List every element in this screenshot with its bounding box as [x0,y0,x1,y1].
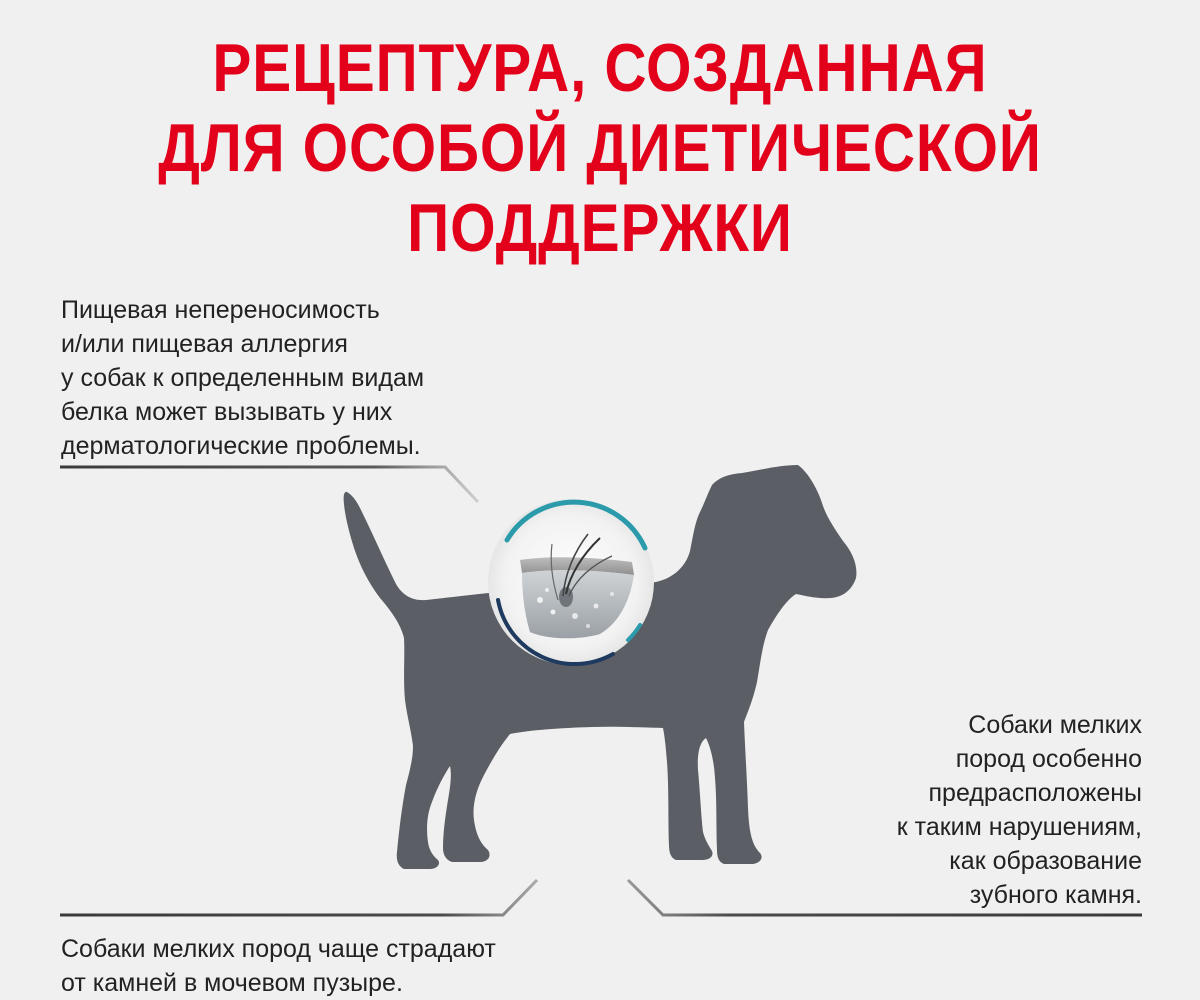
skin-callout-text [61,293,424,463]
headline-line-3: ПОДДЕРЖКИ [407,190,793,266]
headline-line-1: РЕЦЕПТУРА, СОЗДАННАЯ [212,30,988,106]
teeth-callout-line-4: к таким нарушениям, [896,813,1142,841]
bladder-callout-text [61,932,496,1000]
teeth-callout-line-6: зубного камня. [969,881,1142,909]
teeth-callout-line-5: как образование [949,847,1142,875]
teeth-callout-text [897,708,1142,912]
headline-line-2: ДЛЯ ОСОБОЙ ДИЕТИЧЕСКОЙ [158,110,1042,186]
skin-callout-line-4: белка может вызывать у них [61,398,393,426]
teeth-callout-line-2: пород особенно [955,745,1142,773]
teeth-callout-line-1: Собаки мелких [968,711,1142,739]
skin-callout-line-1: Пищевая непереносимость [61,296,380,324]
skin-callout-line-2: и/или пищевая аллергия [61,330,348,358]
teeth-callout-line-3: предрасположены [928,779,1142,807]
bladder-callout-line-2: от камней в мочевом пузыре. [61,969,403,997]
skin-callout-line-5: дерматологические проблемы. [61,432,421,460]
skin-callout-rule [60,467,478,502]
bladder-callout-line-1: Собаки мелких пород чаще страдают [61,935,496,963]
skin-cross-section-icon [488,499,654,665]
skin-callout-line-3: у собак к определенным видам [61,364,425,392]
bladder-callout-rule [60,880,537,915]
